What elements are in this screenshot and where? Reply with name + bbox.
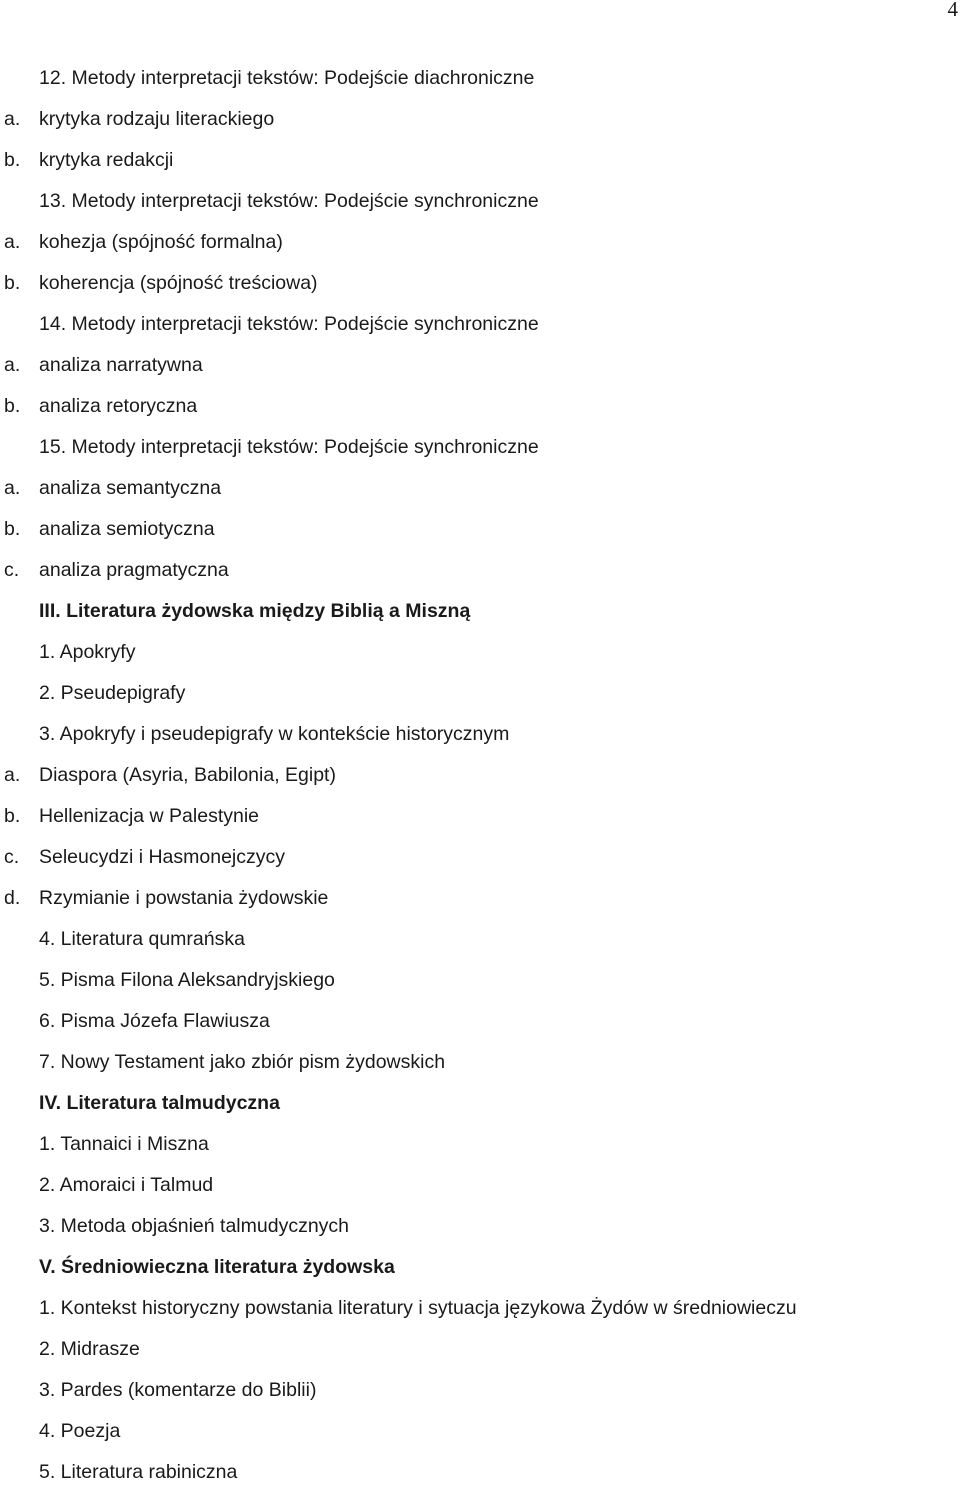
item-text: analiza semantyczna [39,477,222,499]
list-item [0,310,950,351]
sub-item [0,884,950,925]
item-text: 5. Literatura rabiniczna [39,1461,238,1483]
item-text: 2. Pseudepigrafy [39,682,186,704]
item-text: 14. Metody interpretacji tekstów: Podejście synchroniczne [39,313,539,335]
item-text: 4. Literatura qumrańska [39,928,245,950]
item-marker: b. [4,395,21,417]
item-text: analiza retoryczna [39,395,198,417]
list-item [0,1294,950,1335]
item-marker: a. [4,477,21,499]
sub-item [0,392,950,433]
item-text: V. Średniowieczna literatura żydowska [39,1256,395,1278]
item-text: 7. Nowy Testament jako zbiór pism żydowskich [39,1051,446,1073]
list-item [0,720,950,761]
item-text: Seleucydzi i Hasmonejczycy [39,846,286,868]
item-text: 12. Metody interpretacji tekstów: Podejście diachroniczne [39,67,535,89]
item-text: Hellenizacja w Palestynie [39,805,260,827]
section-heading [0,597,950,638]
item-text: analiza narratywna [39,354,203,376]
list-item [0,1458,950,1499]
list-item [0,1417,950,1458]
item-marker: a. [4,231,21,253]
sub-item [0,351,950,392]
item-marker: b. [4,805,21,827]
item-marker: b. [4,518,21,540]
list-item [0,966,950,1007]
item-text: Rzymianie i powstania żydowskie [39,887,329,909]
sub-item [0,474,950,515]
list-item [0,679,950,720]
list-item [0,1376,950,1417]
list-item [0,1335,950,1376]
item-marker: b. [4,149,21,171]
item-text: analiza semiotyczna [39,518,215,540]
sub-item [0,761,950,802]
list-item [0,1130,950,1171]
list-item [0,638,950,679]
item-text: 1. Kontekst historyczny powstania literatury i sytuacja językowa Żydów w średniowieczu [39,1297,797,1319]
section-heading [0,1253,950,1294]
list-item [0,64,950,105]
sub-item [0,228,950,269]
item-text: 1. Tannaici i Miszna [39,1133,209,1155]
course-outline [0,64,950,1499]
item-marker: a. [4,354,21,376]
item-text: 6. Pisma Józefa Flawiusza [39,1010,270,1032]
sub-item [0,843,950,884]
list-item [0,925,950,966]
item-marker: b. [4,272,21,294]
section-heading [0,1089,950,1130]
list-item [0,187,950,228]
sub-item [0,515,950,556]
sub-item [0,105,950,146]
item-text: IV. Literatura talmudyczna [39,1092,280,1114]
item-text: kohezja (spójność formalna) [39,231,283,253]
item-text: 3. Pardes (komentarze do Biblii) [39,1379,317,1401]
list-item [0,1212,950,1253]
item-text: krytyka rodzaju literackiego [39,108,275,130]
item-text: 4. Poezja [39,1420,121,1442]
sub-item [0,269,950,310]
item-marker: d. [4,887,21,909]
item-marker: a. [4,108,21,130]
page-number: 4 [947,0,958,21]
item-text: 13. Metody interpretacji tekstów: Podejście synchroniczne [39,190,539,212]
item-text: 5. Pisma Filona Aleksandryjskiego [39,969,335,991]
item-text: 3. Apokryfy i pseudepigrafy w kontekście historycznym [39,723,510,745]
item-text: krytyka redakcji [39,149,174,171]
item-text: Diaspora (Asyria, Babilonia, Egipt) [39,764,336,786]
item-text: analiza pragmatyczna [39,559,229,581]
list-item [0,1048,950,1089]
sub-item [0,802,950,843]
item-text: III. Literatura żydowska między Biblią a Miszną [39,600,471,622]
sub-item [0,146,950,187]
item-text: 2. Midrasze [39,1338,140,1360]
item-text: 1. Apokryfy [39,641,136,663]
item-marker: a. [4,764,21,786]
item-text: 2. Amoraici i Talmud [39,1174,214,1196]
list-item [0,1007,950,1048]
item-text: 15. Metody interpretacji tekstów: Podejście synchroniczne [39,436,539,458]
list-item [0,433,950,474]
item-marker: c. [4,559,20,581]
list-item [0,1171,950,1212]
item-text: 3. Metoda objaśnień talmudycznych [39,1215,350,1237]
item-marker: c. [4,846,20,868]
item-text: koherencja (spójność treściowa) [39,272,318,294]
sub-item [0,556,950,597]
